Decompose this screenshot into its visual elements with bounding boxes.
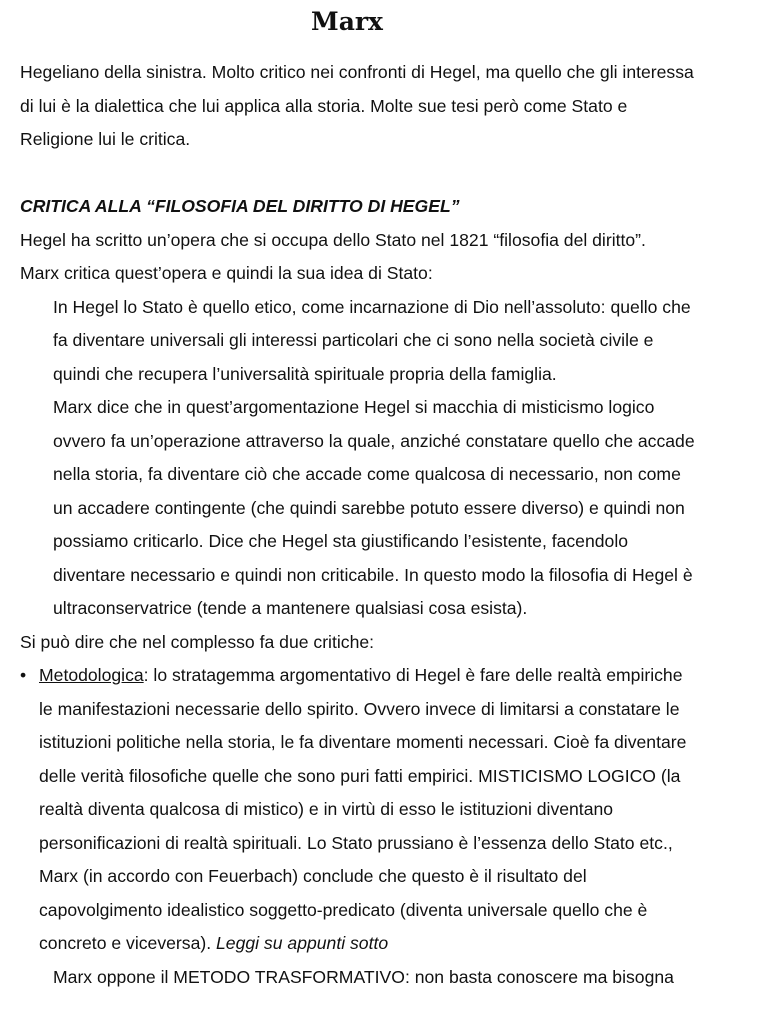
bullet-item-metodologica [20, 659, 760, 693]
bullet-line-7: Marx (in accordo con Feuerbach) conclude che questo è il risultato del [39, 866, 587, 886]
bullet-term: Metodologica [39, 665, 144, 685]
indented-line-9: diventare necessario e quindi non criticabile. In questo modo la filosofia di Hegel è [53, 564, 693, 585]
bullet-last-plain: concreto e viceversa). [39, 933, 216, 953]
page-title: Marx [311, 7, 383, 36]
bullet-marker: • [20, 665, 27, 685]
intro-line-2: di lui è la dialettica che lui applica alla storia. Molte sue tesi però come Stato e [20, 95, 628, 116]
bullet-line-4: delle verità filosofiche quelle che sono puri fatti empirici. MISTICISMO LOGICO (la [39, 765, 681, 786]
bullet-first-line-rest: : lo stratagemma argomentativo di Hegel è fare delle realtà empiriche [143, 665, 683, 685]
document-body [20, 56, 760, 994]
indented-line-5: ovvero fa un’operazione attraverso la quale, anziché constatare quello che accade [53, 430, 695, 451]
indented-line-6: nella storia, fa diventare ciò che accade come qualcosa di necessario, non come [53, 464, 681, 484]
indented-line-4: Marx dice che in quest’argomentazione Hegel si macchia di misticismo logico [53, 397, 655, 417]
section-heading: CRITICA ALLA “FILOSOFIA DEL DIRITTO DI HEGEL” [20, 196, 460, 216]
bullet-line-2: le manifestazioni necessarie dello spirito. Ovvero invece di limitarsi a constatare le [39, 698, 680, 719]
section-line-1: Hegel ha scritto un’opera che si occupa dello Stato nel 1821 “filosofia del diritto”. [20, 229, 646, 250]
bullet-line-9 [20, 927, 760, 961]
intro-line-3: Religione lui le critica. [20, 129, 191, 149]
summary-line: Si può dire che nel complesso fa due critiche: [20, 631, 375, 652]
section-line-2: Marx critica quest’opera e quindi la sua idea di Stato: [20, 263, 433, 283]
indented-line-3: quindi che recupera l’universalità spirituale propria della famiglia. [53, 363, 557, 384]
blank-line [20, 157, 760, 191]
bullet-last-italic: Leggi su appunti sotto [216, 933, 389, 953]
indented-line-2: fa diventare universali gli interessi particolari che ci sono nella società civile e [53, 330, 654, 350]
intro-line-1: Hegeliano della sinistra. Molto critico nei confronti di Hegel, ma quello che gli interessa [20, 62, 694, 82]
bullet-line-8: capovolgimento idealistico soggetto-predicato (diventa universale quello che è [39, 899, 648, 920]
indented-line-7: un accadere contingente (che quindi sarebbe potuto essere diverso) e quindi non [53, 497, 685, 518]
indented-line-1: In Hegel lo Stato è quello etico, come incarnazione di Dio nell’assoluto: quello che [53, 296, 691, 317]
indented-line-8: possiamo criticarlo. Dice che Hegel sta giustificando l’esistente, facendolo [53, 531, 629, 551]
final-line: Marx oppone il METODO TRASFORMATIVO: non basta conoscere ma bisogna [53, 966, 674, 987]
bullet-line-6: personificazioni di realtà spirituali. Lo Stato prussiano è l’essenza dello Stato etc., [39, 832, 673, 853]
bullet-line-3: istituzioni politiche nella storia, le fa diventare momenti necessari. Cioè fa diventare [39, 732, 687, 752]
indented-line-10: ultraconservatrice (tende a mantenere qualsiasi cosa esista). [53, 598, 528, 618]
bullet-line-5: realtà diventa qualcosa di mistico) e in virtù di esso le istituzioni diventano [39, 799, 614, 819]
